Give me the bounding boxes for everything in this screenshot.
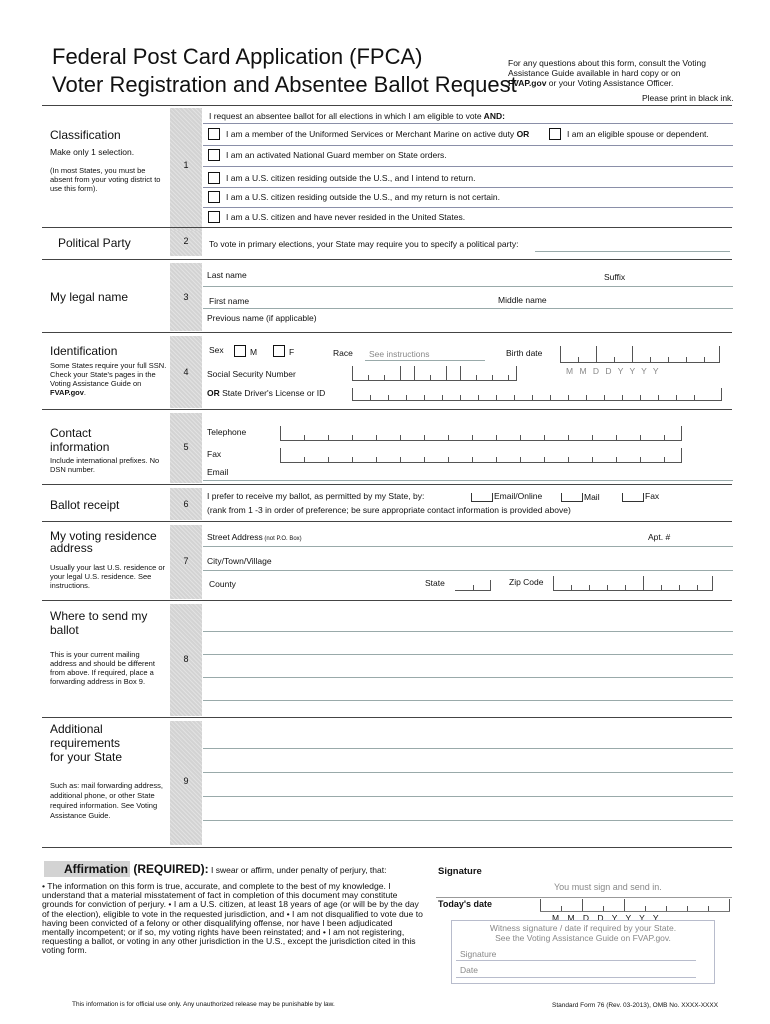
political-party-field[interactable] [535, 251, 730, 252]
zip-code-label: Zip Code [509, 577, 544, 587]
legal-name-label: My legal name [50, 290, 129, 304]
witness-signature-label: Signature [460, 949, 497, 959]
rank-email-box[interactable] [471, 493, 493, 502]
fax-label: Fax [207, 449, 222, 459]
first-name-field[interactable] [203, 308, 733, 309]
rank-fax-box[interactable] [622, 493, 644, 502]
race-label: Race [333, 348, 353, 358]
political-party-text: To vote in primary elections, your State may require you to specify a political party: [209, 239, 519, 249]
additional-line-1[interactable] [203, 748, 733, 749]
additional-line-2[interactable] [203, 772, 733, 773]
opt-fax: Fax [645, 491, 660, 501]
contact-info-label: Contact information [50, 426, 110, 454]
send-ballot-line-2[interactable] [203, 654, 733, 655]
section-number-4: 4 [183, 367, 189, 377]
identification-note: Some States require your full SSN. Check your State's pages in the Voting Assistance Guide on FVAP.gov. [50, 361, 167, 397]
send-ballot-label: Where to send my ballot [50, 609, 148, 637]
todays-date-field[interactable] [540, 897, 730, 912]
first-name-label: First name [209, 296, 250, 306]
affirmation-heading: Affirmation (REQUIRED): I swear or affirm, under penalty of perjury, that: [42, 860, 422, 878]
section-number-1: 1 [183, 160, 189, 170]
additional-requirements-note: Such as: mail forwarding address, additional phone, or other State required information. See Voting Assistance Guide. [50, 781, 163, 820]
classification-label: Classification [50, 128, 121, 142]
send-ballot-line-1[interactable] [203, 631, 733, 632]
telephone-label: Telephone [207, 427, 247, 437]
race-hint: See instructions [369, 349, 430, 359]
telephone-field[interactable] [280, 424, 682, 441]
opt-uniformed-services: I am a member of the Uniformed Services or Merchant Marine on active duty OR [226, 129, 530, 139]
drivers-license-label: OR State Driver's License or ID [207, 388, 326, 398]
section-number-9: 9 [183, 776, 189, 786]
apt-label: Apt. # [648, 532, 671, 542]
street-address-field[interactable] [203, 546, 733, 547]
checkbox-return-uncertain[interactable] [208, 191, 220, 203]
classification-intro: I request an absentee ballot for all elections in which I am eligible to vote AND: [209, 111, 505, 121]
affirmation-text: • The information on this form is true, accurate, and complete to the best of my knowledge. I understand that a material misstatement of fact in completion of this document may constitute grounds for conviction of perjury. • I am a U.S. citizen, at least 18 years of age (or will be by the day of the election), eligible to vote in the requested jurisdiction, and • I am not disqualified to vote due to having been convicted of a felony or other disqualifying offense, nor have I been adjudicated mentally incompetent; or if so, my voting rights have been reinstated; and • I am not registering, requesting a ballot, or voting in any other jurisdiction in the U.S., except the jurisdiction cited in this voting form. [42, 881, 423, 956]
footer-notice: This information is for official use only. Any unauthorized release may be punishable by law. [72, 1001, 335, 1008]
witness-date-field[interactable] [456, 977, 696, 978]
checkbox-never-resided[interactable] [208, 211, 220, 223]
city-field[interactable] [203, 570, 733, 571]
witness-note-1: Witness signature / date if required by your State. [489, 923, 677, 933]
checkbox-sex-f[interactable] [273, 345, 285, 357]
ballot-receipt-line1: I prefer to receive my ballot, as permitted by my State, by: [207, 491, 425, 501]
todays-date-label: Today's date [438, 899, 492, 909]
ssn-field[interactable] [352, 364, 517, 381]
section-number-6: 6 [183, 499, 189, 509]
section-number-8: 8 [183, 654, 189, 664]
witness-box [451, 920, 715, 984]
send-ballot-line-4[interactable] [203, 700, 733, 701]
checkbox-intend-return[interactable] [208, 172, 220, 184]
rank-mail-box[interactable] [561, 493, 583, 502]
ballot-receipt-label: Ballot receipt [50, 498, 120, 512]
signature-label: Signature [438, 866, 482, 877]
zip-code-field[interactable] [553, 574, 713, 591]
witness-date-label: Date [460, 965, 478, 975]
political-party-label: Political Party [58, 236, 131, 250]
race-field[interactable] [365, 360, 485, 361]
opt-national-guard: I am an activated National Guard member on State orders. [226, 150, 447, 160]
fax-field[interactable] [280, 446, 682, 463]
section-number-5: 5 [183, 442, 189, 452]
last-name-label: Last name [207, 270, 247, 280]
middle-name-label: Middle name [498, 295, 547, 305]
must-sign-note: You must sign and send in. [554, 882, 662, 892]
contact-info-note: Include international prefixes. No DSN number. [50, 456, 160, 474]
previous-name-label: Previous name (if applicable) [207, 313, 317, 323]
send-ballot-line-3[interactable] [203, 677, 733, 678]
section-number-2: 2 [183, 236, 189, 246]
state-label: State [425, 578, 445, 588]
voting-residence-label: My voting residence address [50, 529, 157, 555]
birth-date-format: M M D D Y Y Y Y [566, 366, 661, 376]
form-title-line1: Federal Post Card Application (FPCA) [52, 44, 423, 69]
street-address-label: Street Address (not P.O. Box) [207, 532, 302, 542]
ballot-receipt-line2: (rank from 1 -3 in order of preference; be sure appropriate contact information is provided above) [207, 505, 571, 515]
opt-mail: Mail [584, 492, 600, 502]
classification-note: Make only 1 selection. [50, 147, 135, 157]
additional-requirements-label: Additional requirements for your State [50, 722, 123, 764]
checkbox-national-guard[interactable] [208, 149, 220, 161]
county-label: County [209, 579, 236, 589]
checkbox-uniformed-services[interactable] [208, 128, 220, 140]
suffix-label: Suffix [604, 272, 626, 282]
additional-line-3[interactable] [203, 796, 733, 797]
email-field[interactable] [203, 480, 733, 481]
birth-date-field[interactable] [560, 344, 720, 363]
checkbox-spouse-dependent[interactable] [549, 128, 561, 140]
witness-note-2: See the Voting Assistance Guide on FVAP.gov. [495, 933, 671, 943]
opt-email-online: Email/Online [494, 491, 543, 501]
checkbox-sex-m[interactable] [234, 345, 246, 357]
drivers-license-field[interactable] [352, 386, 722, 401]
form-number: Standard Form 76 (Rev. 03-2013), OMB No. XXXX-XXXX [552, 1002, 719, 1009]
additional-line-4[interactable] [203, 820, 733, 821]
sex-f-label: F [289, 347, 295, 357]
send-ballot-note: This is your current mailing address and should be different from above. If required, place a forwarding address in Box 9. [50, 650, 155, 686]
city-label: City/Town/Village [207, 556, 272, 566]
birth-date-label: Birth date [506, 348, 543, 358]
today-date-format: M M D D Y Y Y Y [552, 913, 662, 923]
email-label: Email [207, 467, 229, 477]
ssn-label: Social Security Number [207, 369, 296, 379]
form-title-line2: Voter Registration and Absentee Ballot Request [52, 72, 517, 97]
contact-info: For any questions about this form, consult the Voting Assistance Guide available in hard copy or on FVAP.gov or your Voting Assistance Officer. [508, 58, 706, 88]
voting-residence-note: Usually your last U.S. residence or your legal U.S. residence. See instructions. [50, 563, 166, 590]
section-number-7: 7 [183, 556, 189, 566]
identification-label: Identification [50, 344, 118, 358]
opt-never-resided: I am a U.S. citizen and have never resided in the United States. [226, 212, 466, 222]
witness-signature-field[interactable] [456, 960, 696, 961]
section-number-3: 3 [183, 292, 189, 302]
print-note: Please print in black ink. [642, 93, 734, 103]
classification-note-2: (In most States, you must be absent from your voting district to use this form). [50, 166, 161, 193]
last-name-field[interactable] [203, 286, 733, 287]
opt-spouse-dependent: I am an eligible spouse or dependent. [567, 129, 709, 139]
opt-return-uncertain: I am a U.S. citizen residing outside the U.S., and my return is not certain. [226, 192, 501, 202]
state-field[interactable] [455, 578, 491, 591]
opt-intend-return: I am a U.S. citizen residing outside the U.S., and I intend to return. [226, 173, 476, 183]
sex-label: Sex [209, 345, 224, 355]
sex-m-label: M [250, 347, 258, 357]
